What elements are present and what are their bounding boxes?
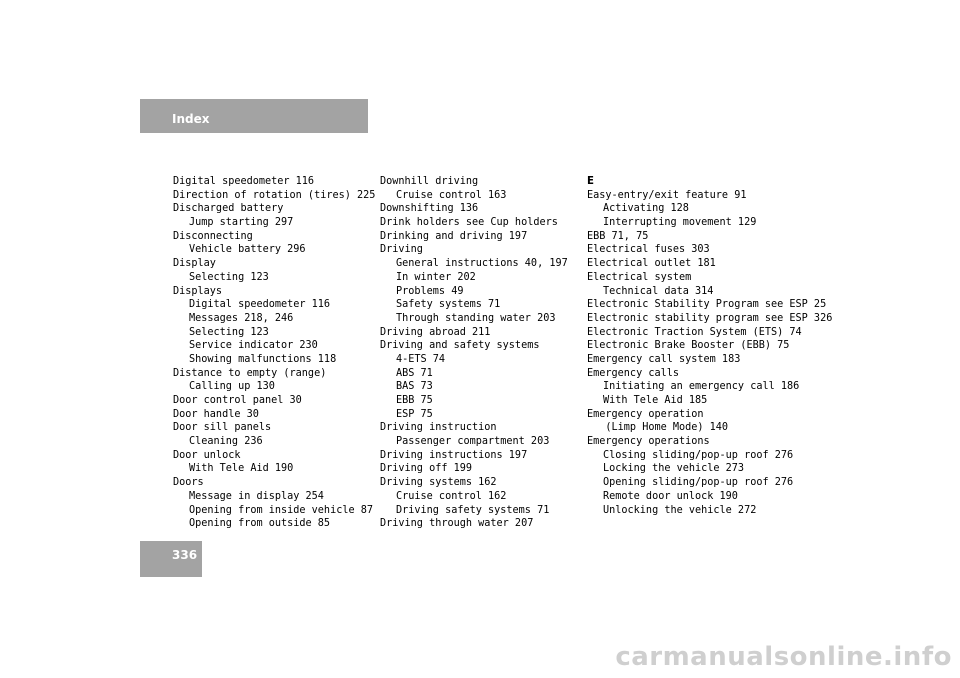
index-subentry: BAS 73 bbox=[396, 381, 433, 393]
index-subentry: With Tele Aid 185 bbox=[603, 395, 708, 406]
index-subentry: General instructions 40, 197 bbox=[396, 258, 568, 270]
index-letter-heading: E bbox=[587, 176, 594, 187]
index-column-1 bbox=[173, 175, 375, 531]
index-subentry: Locking the vehicle 273 bbox=[603, 463, 745, 475]
index-entry: Door unlock bbox=[173, 449, 241, 461]
index-entry: Electrical outlet 181 bbox=[587, 258, 716, 270]
index-entry: Driving through water 207 bbox=[380, 518, 534, 530]
index-subentry: Unlocking the vehicle 272 bbox=[603, 504, 757, 516]
index-entry: Emergency operations bbox=[587, 436, 710, 448]
index-subentry: Messages 218, 246 bbox=[189, 312, 294, 324]
index-subentry: Jump starting 297 bbox=[189, 217, 294, 229]
index-subentry: Cleaning 236 bbox=[189, 436, 263, 448]
section-title: Index bbox=[172, 112, 210, 126]
index-subentry: Technical data 314 bbox=[603, 285, 714, 297]
index-entry: Emergency calls bbox=[587, 367, 680, 379]
index-entry: Driving instructions 197 bbox=[380, 449, 528, 461]
index-entry: Downhill driving bbox=[380, 176, 479, 187]
index-subentry: Remote door unlock 190 bbox=[603, 490, 738, 502]
index-entry: Electrical system bbox=[587, 271, 692, 283]
index-entry: Digital speedometer 116 bbox=[173, 176, 315, 187]
index-entry: Driving and safety systems bbox=[380, 340, 540, 352]
index-entry: Driving bbox=[380, 244, 423, 256]
index-subentry: Activating 128 bbox=[603, 203, 689, 215]
index-column-3 bbox=[587, 175, 832, 517]
index-subentry: Closing sliding/pop-up roof 276 bbox=[603, 449, 794, 461]
index-subentry: With Tele Aid 190 bbox=[189, 463, 294, 475]
index-entry: Display bbox=[173, 258, 216, 270]
index-entry: Electronic Traction System (ETS) 74 bbox=[587, 326, 802, 338]
index-entry: Displays bbox=[173, 285, 223, 297]
index-subentry: Opening from inside vehicle 87 bbox=[189, 504, 374, 516]
index-entry: Direction of rotation (tires) 225 bbox=[173, 189, 376, 201]
index-entry: Discharged battery bbox=[173, 203, 284, 215]
index-subentry: Passenger compartment 203 bbox=[396, 436, 550, 448]
index-entry: Electronic Stability Program see ESP 25 bbox=[587, 299, 827, 311]
index-entry: Downshifting 136 bbox=[380, 203, 479, 215]
index-subentry: Opening from outside 85 bbox=[189, 518, 331, 530]
index-subentry: Vehicle battery 296 bbox=[189, 244, 306, 256]
index-entry: Doors bbox=[173, 477, 204, 489]
index-subentry: Digital speedometer 116 bbox=[189, 299, 331, 311]
index-subentry: In winter 202 bbox=[396, 271, 476, 283]
index-subentry: Through standing water 203 bbox=[396, 312, 556, 324]
index-subentry: Selecting 123 bbox=[189, 326, 269, 338]
index-subentry: Opening sliding/pop-up roof 276 bbox=[603, 477, 794, 489]
index-entry: EBB 71, 75 bbox=[587, 230, 649, 242]
index-subentry: Problems 49 bbox=[396, 285, 464, 297]
index-subentry: EBB 75 bbox=[396, 395, 433, 406]
index-entry: Distance to empty (range) bbox=[173, 367, 327, 379]
index-entry: Driving instruction bbox=[380, 422, 497, 434]
index-subentry: Showing malfunctions 118 bbox=[189, 353, 337, 365]
index-entry: Emergency operation bbox=[587, 408, 704, 420]
index-entry: Electronic Brake Booster (EBB) 75 bbox=[587, 340, 790, 352]
index-subentry: Initiating an emergency call 186 bbox=[603, 381, 800, 393]
index-subentry: ABS 71 bbox=[396, 367, 433, 379]
index-subentry: Driving safety systems 71 bbox=[396, 504, 550, 516]
index-entry: Drink holders see Cup holders bbox=[380, 217, 558, 229]
index-subentry: Calling up 130 bbox=[189, 381, 275, 393]
index-entry: Door handle 30 bbox=[173, 408, 259, 420]
page-number-box bbox=[140, 541, 202, 577]
index-entry: Drinking and driving 197 bbox=[380, 230, 528, 242]
index-entry: Door sill panels bbox=[173, 422, 272, 434]
index-subentry: Message in display 254 bbox=[189, 490, 324, 502]
index-entry: Easy-entry/exit feature 91 bbox=[587, 189, 747, 201]
page-number: 336 bbox=[172, 548, 198, 562]
index-entry: Driving systems 162 bbox=[380, 477, 497, 489]
index-entry: Disconnecting bbox=[173, 230, 253, 242]
index-subentry: Cruise control 162 bbox=[396, 490, 507, 502]
index-entry: Driving off 199 bbox=[380, 463, 473, 475]
index-subentry: Selecting 123 bbox=[189, 271, 269, 283]
section-header-bar bbox=[140, 99, 368, 133]
index-subentry: ESP 75 bbox=[396, 408, 433, 420]
index-subentry: Interrupting movement 129 bbox=[603, 217, 757, 229]
index-subentry: 4-ETS 74 bbox=[396, 353, 446, 365]
index-entry: Emergency call system 183 bbox=[587, 353, 741, 365]
index-subentry: Service indicator 230 bbox=[189, 340, 318, 352]
index-subentry: Cruise control 163 bbox=[396, 189, 507, 201]
index-column-2 bbox=[380, 175, 568, 531]
index-entry: Electronic stability program see ESP 326 bbox=[587, 312, 833, 324]
index-entry: (Limp Home Mode) 140 bbox=[587, 422, 729, 434]
watermark: carmanualsonline.info bbox=[615, 642, 952, 672]
index-entry: Door control panel 30 bbox=[173, 395, 302, 406]
index-subentry: Safety systems 71 bbox=[396, 299, 501, 311]
index-entry: Driving abroad 211 bbox=[380, 326, 491, 338]
index-entry: Electrical fuses 303 bbox=[587, 244, 710, 256]
